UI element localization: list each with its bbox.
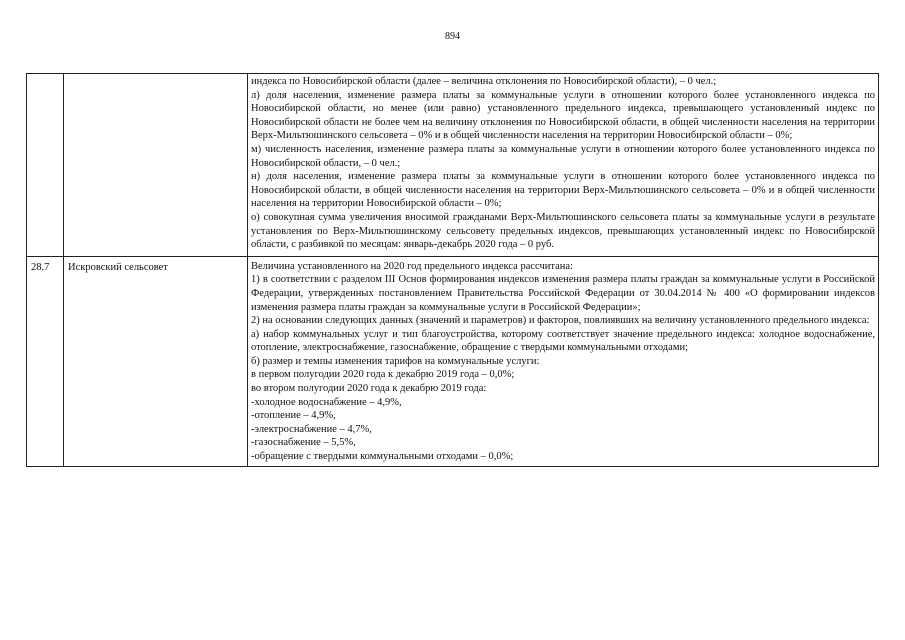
document-table (26, 73, 879, 467)
row-name: Искровский сельсовет (68, 261, 168, 273)
row-number (27, 74, 63, 78)
paragraph: во втором полугодии 2020 года к декабрю 2019 года: (251, 383, 487, 395)
paragraph: м) численность населения, изменение размера платы за коммунальные услуги в отношении которого более установленного индекса по Новосибирской области, – 0 чел.; (251, 143, 875, 169)
paragraph: -обращение с твердыми коммунальными отходами – 0,0%; (251, 451, 514, 463)
page-number: 894 (445, 31, 460, 42)
paragraph: 1) в соответствии с разделом III Основ формирования индексов изменения размера платы граждан за коммунальные услуги в Российской Федерации, утвержденных постановлением Правительства Российской Федерации от 30.04.2014 № 400 «О формировании индексов изменения размера платы граждан за коммунальные услуги в Российской Федерации»; (251, 274, 875, 313)
paragraph: 2) на основании следующих данных (значений и параметров) и факторов, повлиявших на величину установленного предельного индекса: (251, 315, 870, 327)
paragraph: л) доля населения, изменение размера платы за коммунальные услуги в отношении которого более установленного индекса по Новосибирской области, но менее (или равно) установленного предельного индекса, превышающего установленный индекс по Новосибирской области не более чем на величину отклонения по Новосибирской области, в общей численности населения на территории Верх-Мильтюшинского сельсовета – 0% и в общей численности населения на территории Новосибирской области – 0%; (251, 89, 875, 142)
table-row (27, 74, 879, 257)
paragraph: н) доля населения, изменение размера платы за коммунальные услуги в отношении которого более установленного индекса по Новосибирской области, в общей численности населения на территории Верх-Мильтюшинского сельсовета – 0% и в общей численности населения на территории Новосибирской области – 0%; (251, 171, 875, 210)
paragraph: б) размер и темпы изменения тарифов на коммунальные услуги: (251, 355, 540, 367)
paragraph: а) набор коммунальных услуг и тип благоустройства, которому соответствует значение предельного индекса: холодное водоснабжение, отопление, электроснабжение, газоснабжение, обращение с твердыми коммунальными отходами; (251, 328, 875, 354)
row-name-cell (64, 74, 248, 257)
paragraph: -электроснабжение – 4,7%, (251, 423, 372, 435)
paragraph: Величина установленного на 2020 год предельного индекса рассчитана: (251, 260, 573, 272)
paragraph: индекса по Новосибирской области (далее – величина отклонения по Новосибирской области), – 0 чел.; (251, 76, 717, 87)
paragraph: -газоснабжение – 5,5%, (251, 437, 356, 449)
paragraph: -холодное водоснабжение – 4,9%, (251, 396, 402, 408)
row-text-cell (248, 74, 879, 257)
row-text-cell (248, 256, 879, 466)
paragraph: -отопление – 4,9%, (251, 410, 336, 422)
row-name-cell (64, 256, 248, 466)
row-number-cell (27, 256, 64, 466)
row-name (64, 74, 247, 78)
table-row (27, 256, 879, 466)
row-number-cell (27, 74, 64, 257)
paragraph: о) совокупная сумма увеличения вносимой гражданами Верх-Мильтюшинского сельсовета платы за коммунальные услуги в результате установления по Верх-Мильтюшинскому сельсовету предельных индексов, превышающих установленный индекс по Новосибирской области, с разбивкой по месяцам: январь-декабрь 2020 года – 0 руб. (251, 211, 875, 251)
row-number: 28.7 (31, 261, 50, 273)
paragraph: в первом полугодии 2020 года к декабрю 2019 года – 0,0%; (251, 369, 515, 381)
